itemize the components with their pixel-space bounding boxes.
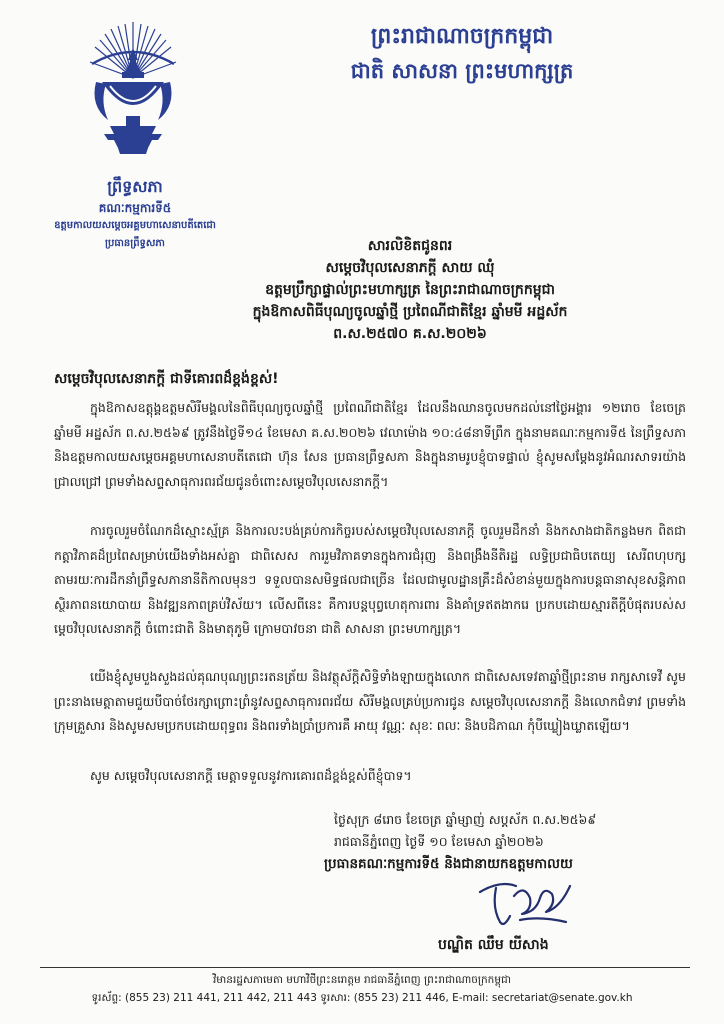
handwritten-signature [470, 872, 580, 934]
commission-name: គណៈកម្មការទី៥ [98, 201, 172, 215]
body-paragraph-3: យើងខ្ញុំសូមបួងសួងដល់គុណបុណ្យព្រះរតនត្រ័យ និងវត្ថុស័ក្តិសិទ្ធិទាំងឡាយក្នុងលោក ជាពិសេសទេវតាឆ្នាំថ្មីព្រះនាម រាក្សសាទេវី សូមព្រះនាងមេត្តាតាមជួយបីបាច់ថែរក្សាព្រោះព្រំនូវសព្ទសាធុការពរជ័យ សិរីមង្គលគ្រប់ប្រការជូន សម្តេចវិបុលសេនាភក្តី និងលោកជំទាវ ព្រមទាំងក្រុមគ្រួសារ និងសូមសមប្រកបដោយពុទ្ធពរ និងពរទាំងប្រាំប្រការគឺ អាយុ វណ្ណៈ សុខៈ ពលៈ និងបដិភាណ កុំបីឃ្លៀងឃ្លាតឡើយ។ [54, 669, 686, 733]
chair-line: ឧត្តមកាលយសម្តេចអគ្គមហាសេនាបតីតេជោ [54, 220, 216, 231]
kingdom-heading: ព្រះរាជាណាចក្រកម្ពុជា [370, 24, 554, 49]
body-paragraph-2: ការចូលរួមចំណែកដ៏ស្មោះស្ម័គ្រ និងការលះបង់គ្រប់ការកិច្ចរបស់សម្តេចវិបុលសេនាភក្តី ចូលរួមដឹកនាំ និងកសាងជាតិកន្លងមក ពិតជាកត្តាវិភាគដ៏ប្រពៃសម្រាប់យើងទាំងអស់គ្នា ជាពិសេស ការរួមវិភាគទានក្នុងការជំរុញ និងពង្រឹងនីតិរដ្ឋ លទ្ធិប្រជាធិបតេយ្យ សេរីពហុបក្ស តាមរយៈការដឹកនាំព្រឹទ្ធសភានានីតិកាលមុនៗ ទទួលបានសមិទ្ធផលជាច្រើន ដែលជាមូលដ្ឋានគ្រឹះដ៏សំខាន់មួយក្នុងការបន្តធានាសុខសន្តិភាព ស្ថិរភាពនយោបាយ និងវឌ្ឍនភាពគ្រប់វិស័យ។ លើសពីនេះ គឺការបន្តបុព្វហេតុការពារ និងគាំទ្រឥតងាករេ ប្រកបដោយស្មារតីក្តីបំផុតរបស់សម្តេចវិបុលសេនាភក្តី ចំពោះជាតិ និងមាតុភូមិ ក្រោមបាវចនា ជាតិ សាសនា ព្រះមហាក្សត្រ។ [54, 523, 686, 636]
footer-divider [40, 967, 690, 968]
footer-address: វិមានរដ្ឋសភាមេតា មហាវិថីព្រះនរោត្តម រាជធានីភ្នំពេញ ព្រះរាជាណាចក្រកម្ពុជា [212, 974, 512, 986]
body-paragraph-1: ក្នុងឱកាសឧត្តុង្គឧត្តមសិរីមង្គលនៃពិធីបុណ្យចូលឆ្នាំថ្មី ប្រពៃណីជាតិខ្មែរ ដែលនឹងឈានចូលមកដល់នៅថ្ងៃអង្គារ ១២រោច ខែចេត្រ ឆ្នាំមមី អដ្ឋស័ក ព.ស.២៥៦៩ ត្រូវនឹងថ្ងៃទី១៤ ខែមេសា គ.ស.២០២៦ វេលាម៉ោង ១០:៤៨នាទីព្រឹក ក្នុងនាមគណៈកម្មការទី៥ នៃព្រឹទ្ធសភា និងឧត្តមកាលយសម្តេចអគ្គមហាសេនាបតីតេជោ ហ៊ុន សែន ប្រធានព្រឹទ្ធសភា និងក្នុងនាមរូបខ្ញុំបាទផ្ទាល់ ខ្ញុំសូមសម្តែងនូវអំណរសាទរយ៉ាងជ្រាលជ្រៅ ព្រមទាំងសព្ទសាធុការពរជ័យជូនចំពោះសម្តេចវិបុលសេនាភក្តី។ [54, 400, 686, 489]
institution-name: ព្រឹទ្ធសភា [107, 177, 163, 196]
footer-contact: ទូរស័ព្ទ: (855 23) 211 441, 211 442, 211 443 ទូរសារ: (855 23) 211 446, E-mail: secretariat@senate.gov.kh [91, 992, 633, 1004]
salutation: សម្តេចវិបុលសេនាភក្តី ជាទីគោរពដ៏ខ្ពង់ខ្ពស់! [54, 371, 279, 387]
lunar-date: ថ្ងៃសុក្រ ៨រោច ខែចេត្រ ឆ្នាំម្សាញ់ សប្តស័ក ព.ស.២៥៦៩ [334, 812, 597, 827]
signatory-role: ប្រធានគណៈកម្មការទី៥ និងជានាយកឧត្តមកាលយ [324, 856, 573, 872]
solar-date: រាជធានីភ្នំពេញ ថ្ងៃទី ១០ ខែមេសា ឆ្នាំ២០២៦ [334, 834, 544, 849]
body-paragraph-4: សូម សម្តេចវិបុលសេនាភក្តី មេត្តាទទួលនូវការគោរពដ៏ខ្ពង់ខ្ពស់ពីខ្ញុំបាទ។ [90, 768, 412, 783]
signatory-name: បណ្ឌិត ឈឹម យីសាង [438, 937, 549, 953]
letter-title: សារលិខិតជូនពរ [367, 238, 453, 254]
national-motto: ជាតិ សាសនា ព្រះមហាក្សត្រ [350, 59, 574, 83]
occasion-line: ក្នុងឱកាសពិធីបុណ្យចូលឆ្នាំថ្មី ប្រពៃណីជាតិខ្មែរ ឆ្នាំមមី អដ្ឋស័ក [252, 304, 568, 320]
year-line: ព.ស.២៥៧០ គ.ស.២០២៦ [333, 326, 487, 342]
chair-title: ប្រធានព្រឹទ្ធសភា [105, 238, 165, 249]
recipient-name: សម្តេចវិបុលសេនាភក្តី សាយ ឈុំ [325, 260, 495, 276]
recipient-title: ឧត្តមប្រឹក្សាផ្ទាល់ព្រះមហាក្សត្រ នៃព្រះរាជាណាចក្រកម្ពុជា [265, 282, 555, 298]
